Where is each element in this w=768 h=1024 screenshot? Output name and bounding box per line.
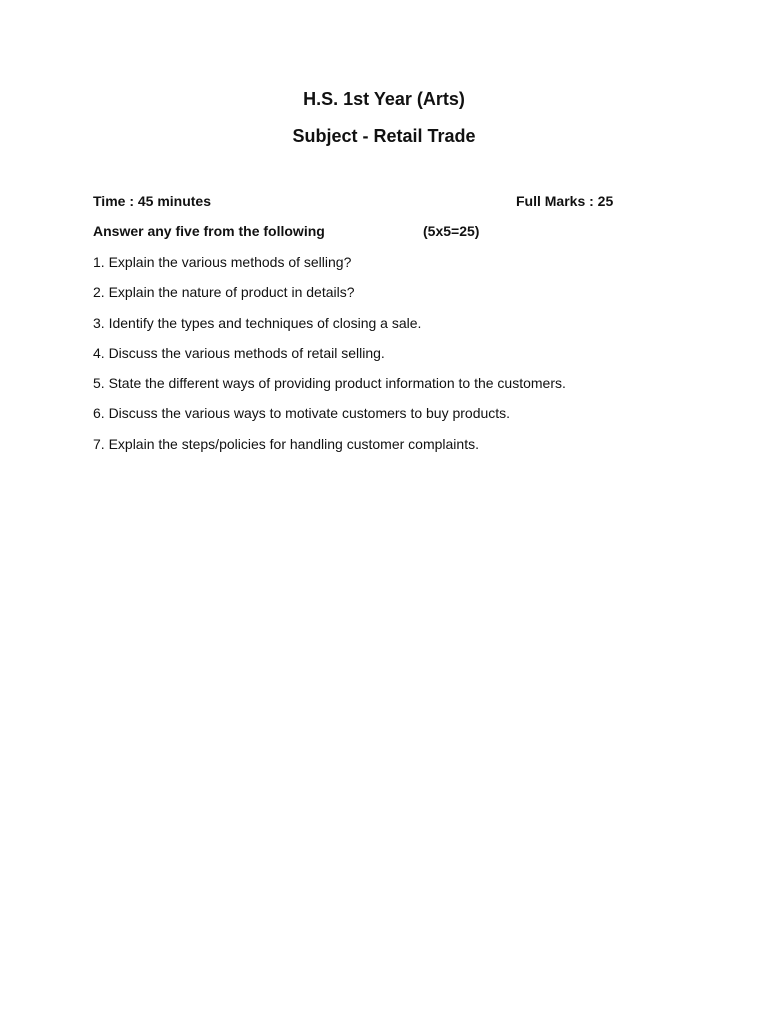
full-marks-label: Full Marks : 25: [516, 193, 614, 209]
time-label: Time : 45 minutes: [93, 193, 212, 209]
question-list: [93, 253, 713, 465]
question-item: 7. Explain the steps/policies for handling customer complaints.: [93, 435, 479, 452]
instruction-marks: (5x5=25): [423, 223, 480, 239]
page-title: H.S. 1st Year (Arts): [303, 89, 465, 109]
question-item: 6. Discuss the various ways to motivate customers to buy products.: [93, 405, 511, 422]
question-item: 2. Explain the nature of product in details?: [93, 284, 355, 301]
subject-title: Subject - Retail Trade: [292, 126, 476, 146]
question-item: 5. State the different ways of providing product information to the customers.: [93, 375, 566, 392]
instruction-text: Answer any five from the following: [93, 223, 325, 239]
question-item: 1. Explain the various methods of selling?: [93, 254, 352, 270]
question-item: 3. Identify the types and techniques of closing a sale.: [93, 314, 422, 331]
question-item: 4. Discuss the various methods of retail selling.: [93, 344, 385, 361]
